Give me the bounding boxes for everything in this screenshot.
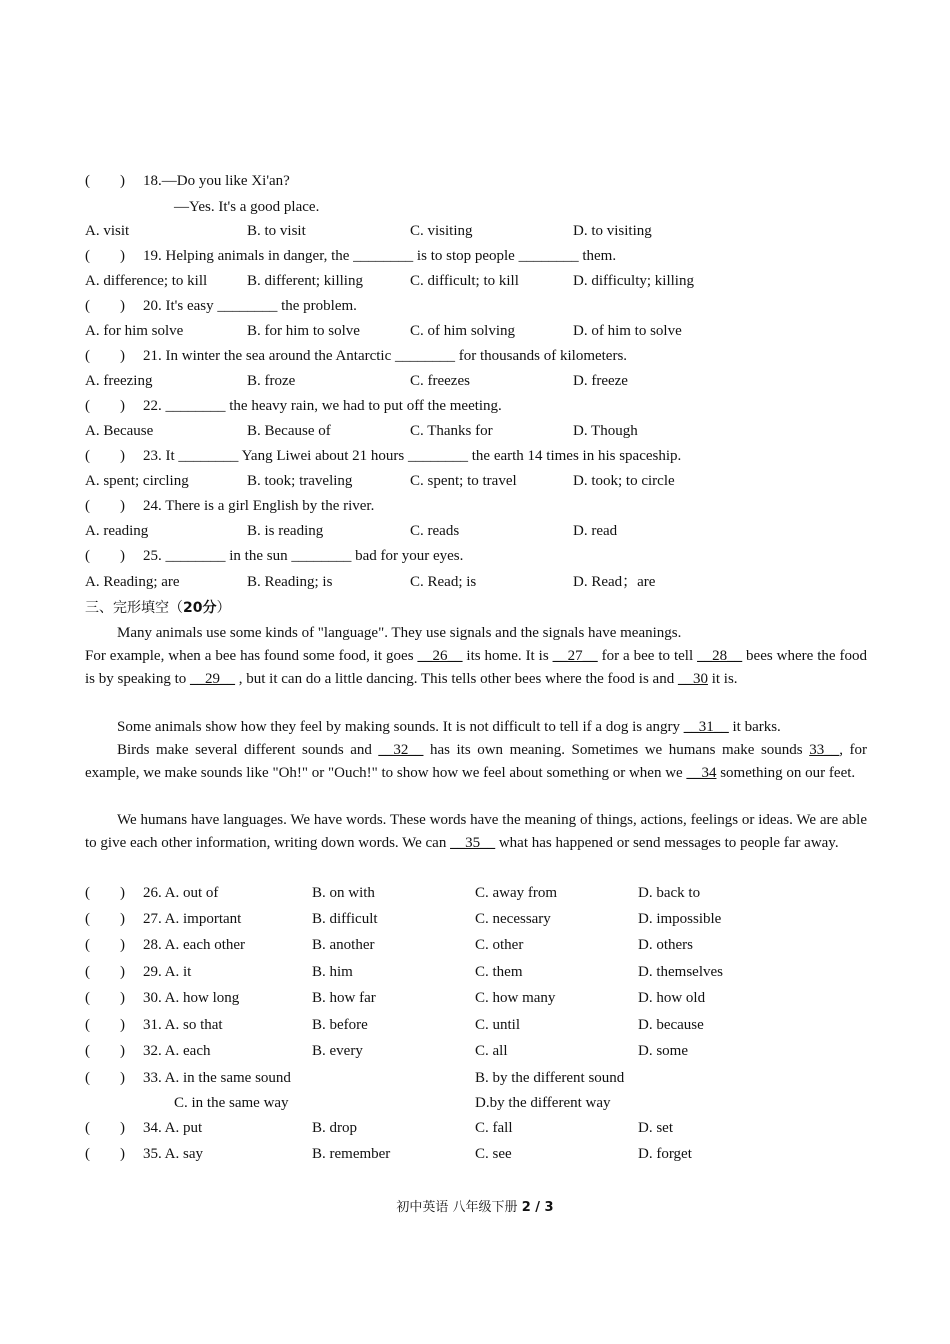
option-a: A. Reading; are	[85, 574, 180, 590]
answer-paren: ( )	[85, 173, 125, 189]
passage-paragraph-4	[85, 739, 867, 786]
cloze-34	[85, 1117, 673, 1139]
option-a: 28. A. each other	[143, 937, 246, 953]
cloze-26	[85, 882, 701, 904]
option-c: C. away from	[475, 885, 558, 901]
option-d: D. took; to circle	[573, 473, 675, 489]
option-b: B. on with	[312, 885, 375, 901]
text: it barks.	[728, 719, 781, 735]
option-a: 35. A. say	[143, 1146, 203, 1162]
option-c: C. other	[475, 937, 524, 953]
question-stem: 25. ________ in the sun ________ bad for your eyes.	[143, 548, 464, 564]
question-25	[85, 545, 463, 567]
answer-paren: ( )	[85, 1043, 125, 1059]
option-b: B. for him to solve	[247, 323, 360, 339]
option-b: B. every	[312, 1043, 363, 1059]
question-19	[85, 245, 616, 267]
text: We humans have languages. We have words. These words have the meaning of things, actions, feelings or ideas. We are able to give each other information, writing down words. We can	[85, 812, 867, 852]
question-24	[85, 495, 374, 517]
blank-30: __30	[677, 671, 708, 688]
text: its home. It is	[462, 648, 553, 664]
page-footer	[0, 1196, 950, 1215]
option-b: B. drop	[312, 1120, 357, 1136]
option-b: B. by the different sound	[475, 1070, 625, 1086]
option-c: C. in the same way	[174, 1095, 289, 1111]
answer-paren: ( )	[85, 298, 125, 314]
option-b: B. him	[312, 964, 353, 980]
question-stem: 18.—Do you like Xi'an?	[143, 173, 290, 189]
section-title-close: ）	[216, 600, 231, 616]
option-a: 34. A. put	[143, 1120, 203, 1136]
question-20	[85, 295, 357, 317]
option-a: 32. A. each	[143, 1043, 211, 1059]
option-d: D. set	[638, 1120, 673, 1136]
answer-paren: ( )	[85, 548, 125, 564]
option-d: D. because	[638, 1017, 704, 1033]
blank-35: __35__	[450, 835, 496, 852]
option-d: D.by the different way	[475, 1095, 611, 1111]
option-c: C. Read; is	[410, 574, 477, 590]
cloze-29	[85, 961, 723, 983]
option-a: 27. A. important	[143, 911, 242, 927]
blank-28: __28__	[697, 648, 743, 664]
question-18	[85, 170, 290, 192]
option-a: A. Because	[85, 423, 154, 439]
blank-26: __26__	[417, 648, 463, 664]
option-a: A. difference; to kill	[85, 273, 208, 289]
option-b: B. how far	[312, 990, 376, 1006]
section-heading	[85, 597, 230, 619]
answer-paren: ( )	[85, 937, 125, 953]
text: For example, when a bee has found some food, it goes	[85, 648, 418, 664]
text: something on our feet.	[716, 765, 856, 782]
option-d: D. forget	[638, 1146, 692, 1162]
answer-paren: ( )	[85, 1120, 125, 1136]
text: it is.	[707, 671, 738, 688]
answer-paren: ( )	[85, 885, 125, 901]
option-c: C. of him solving	[410, 323, 516, 339]
question-stem: 20. It's easy ________ the problem.	[143, 298, 357, 314]
text: Some animals show how they feel by making sounds. It is not difficult to tell if a dog is angry	[117, 719, 684, 735]
option-b: B. took; traveling	[247, 473, 353, 489]
answer-paren: ( )	[85, 1017, 125, 1033]
option-b: B. remember	[312, 1146, 391, 1162]
option-c: C. until	[475, 1017, 521, 1033]
option-d: D. of him to solve	[573, 323, 682, 339]
option-d: D. others	[638, 937, 693, 953]
question-stem: 24. There is a girl English by the river.	[143, 498, 375, 514]
option-d: D. read	[573, 523, 618, 539]
option-d: D. difficulty; killing	[573, 273, 694, 289]
cloze-30	[85, 987, 706, 1009]
option-d: D. some	[638, 1043, 688, 1059]
option-a: 31. A. so that	[143, 1017, 223, 1033]
text: for a bee to tell	[597, 648, 698, 664]
option-c: C. freezes	[410, 373, 470, 389]
option-b: B. Reading; is	[247, 574, 333, 590]
cloze-28	[85, 934, 693, 956]
option-c: C. difficult; to kill	[410, 273, 519, 289]
option-b: B. Because of	[247, 423, 331, 439]
option-b: B. another	[312, 937, 375, 953]
text: bees where the food is by speaking to	[85, 648, 867, 688]
option-a: 33. A. in the same sound	[143, 1070, 291, 1086]
answer-paren: ( )	[85, 398, 125, 414]
option-b: B. different; killing	[247, 273, 363, 289]
option-d: D. Though	[573, 423, 638, 439]
passage-paragraph-2	[85, 645, 867, 692]
text: has its own meaning. Sometimes we humans make sounds	[423, 742, 810, 758]
blank-34: __34	[686, 765, 717, 782]
option-c: C. necessary	[475, 911, 551, 927]
answer-paren: ( )	[85, 990, 125, 1006]
option-c: C. them	[475, 964, 523, 980]
option-c: C. fall	[475, 1120, 513, 1136]
option-a: 26. A. out of	[143, 885, 219, 901]
option-d: D. Read；are	[573, 574, 656, 590]
option-a: A. reading	[85, 523, 149, 539]
cloze-31	[85, 1014, 704, 1036]
option-a: A. visit	[85, 223, 130, 239]
option-d: D. to visiting	[573, 223, 652, 239]
answer-paren: ( )	[85, 448, 125, 464]
option-b: B. difficult	[312, 911, 378, 927]
passage-paragraph-3	[85, 716, 867, 739]
option-c: C. reads	[410, 523, 460, 539]
cloze-35	[85, 1143, 692, 1165]
answer-paren: ( )	[85, 1146, 125, 1162]
option-c: C. all	[475, 1043, 508, 1059]
option-a: 30. A. how long	[143, 990, 240, 1006]
option-d: D. back to	[638, 885, 701, 901]
blank-29: __29__	[190, 671, 235, 688]
option-c: C. see	[475, 1146, 512, 1162]
text: , but it can do a little dancing. This tells other bees where the food is and	[235, 671, 678, 688]
text: what has happened or send messages to people far away.	[495, 835, 839, 852]
cloze-33	[85, 1067, 625, 1089]
blank-31: __31__	[683, 719, 729, 735]
option-a: A. freezing	[85, 373, 153, 389]
blank-27: __27__	[552, 648, 598, 664]
question-stem: 23. It ________ Yang Liwei about 21 hours ________ the earth 14 times in his spaceship.	[143, 448, 682, 464]
option-c: C. how many	[475, 990, 556, 1006]
footer-text: 初中英语 八年级下册	[396, 1200, 522, 1215]
question-stem: 21. In winter the sea around the Antarctic ________ for thousands of kilometers.	[143, 348, 628, 364]
question-23	[85, 445, 681, 467]
passage-paragraph-5	[85, 809, 867, 856]
option-d: D. freeze	[573, 373, 628, 389]
answer-paren: ( )	[85, 348, 125, 364]
answer-paren: ( )	[85, 964, 125, 980]
cloze-32	[85, 1040, 688, 1062]
option-c: C. spent; to travel	[410, 473, 517, 489]
option-a: A. spent; circling	[85, 473, 189, 489]
option-c: C. Thanks for	[410, 423, 493, 439]
blank-33: 33__	[809, 742, 840, 758]
option-d: D. themselves	[638, 964, 723, 980]
answer-paren: ( )	[85, 248, 125, 264]
blank-32: __32__	[378, 742, 424, 758]
option-a: 29. A. it	[143, 964, 192, 980]
answer-paren: ( )	[85, 1070, 125, 1086]
question-stem: 22. ________ the heavy rain, we had to put off the meeting.	[143, 398, 502, 414]
answer-paren: ( )	[85, 911, 125, 927]
option-b: B. froze	[247, 373, 296, 389]
text: , for example, we make sounds like "Oh!" or "Ouch!" to show how we feel about something or when we	[85, 742, 867, 782]
option-d: D. how old	[638, 990, 706, 1006]
section-score: 20分	[183, 600, 217, 616]
answer-paren: ( )	[85, 498, 125, 514]
cloze-27	[85, 908, 722, 930]
question-22	[85, 395, 502, 417]
option-b: B. before	[312, 1017, 368, 1033]
option-a: A. for him solve	[85, 323, 184, 339]
section-title: 三、完形填空（	[85, 600, 183, 616]
text: Birds make several different sounds and	[117, 742, 379, 758]
option-b: B. is reading	[247, 523, 324, 539]
option-b: B. to visit	[247, 223, 306, 239]
question-stem: 19. Helping animals in danger, the ________ is to stop people ________ them.	[143, 248, 617, 264]
question-21	[85, 345, 627, 367]
question-18-reply: —Yes. It's a good place.	[174, 199, 320, 215]
option-d: D. impossible	[638, 911, 722, 927]
page-number: 2 / 3	[521, 1200, 554, 1215]
passage-paragraph-1: Many animals use some kinds of "language". They use signals and the signals have meanings.	[117, 625, 682, 641]
option-c: C. visiting	[410, 223, 473, 239]
